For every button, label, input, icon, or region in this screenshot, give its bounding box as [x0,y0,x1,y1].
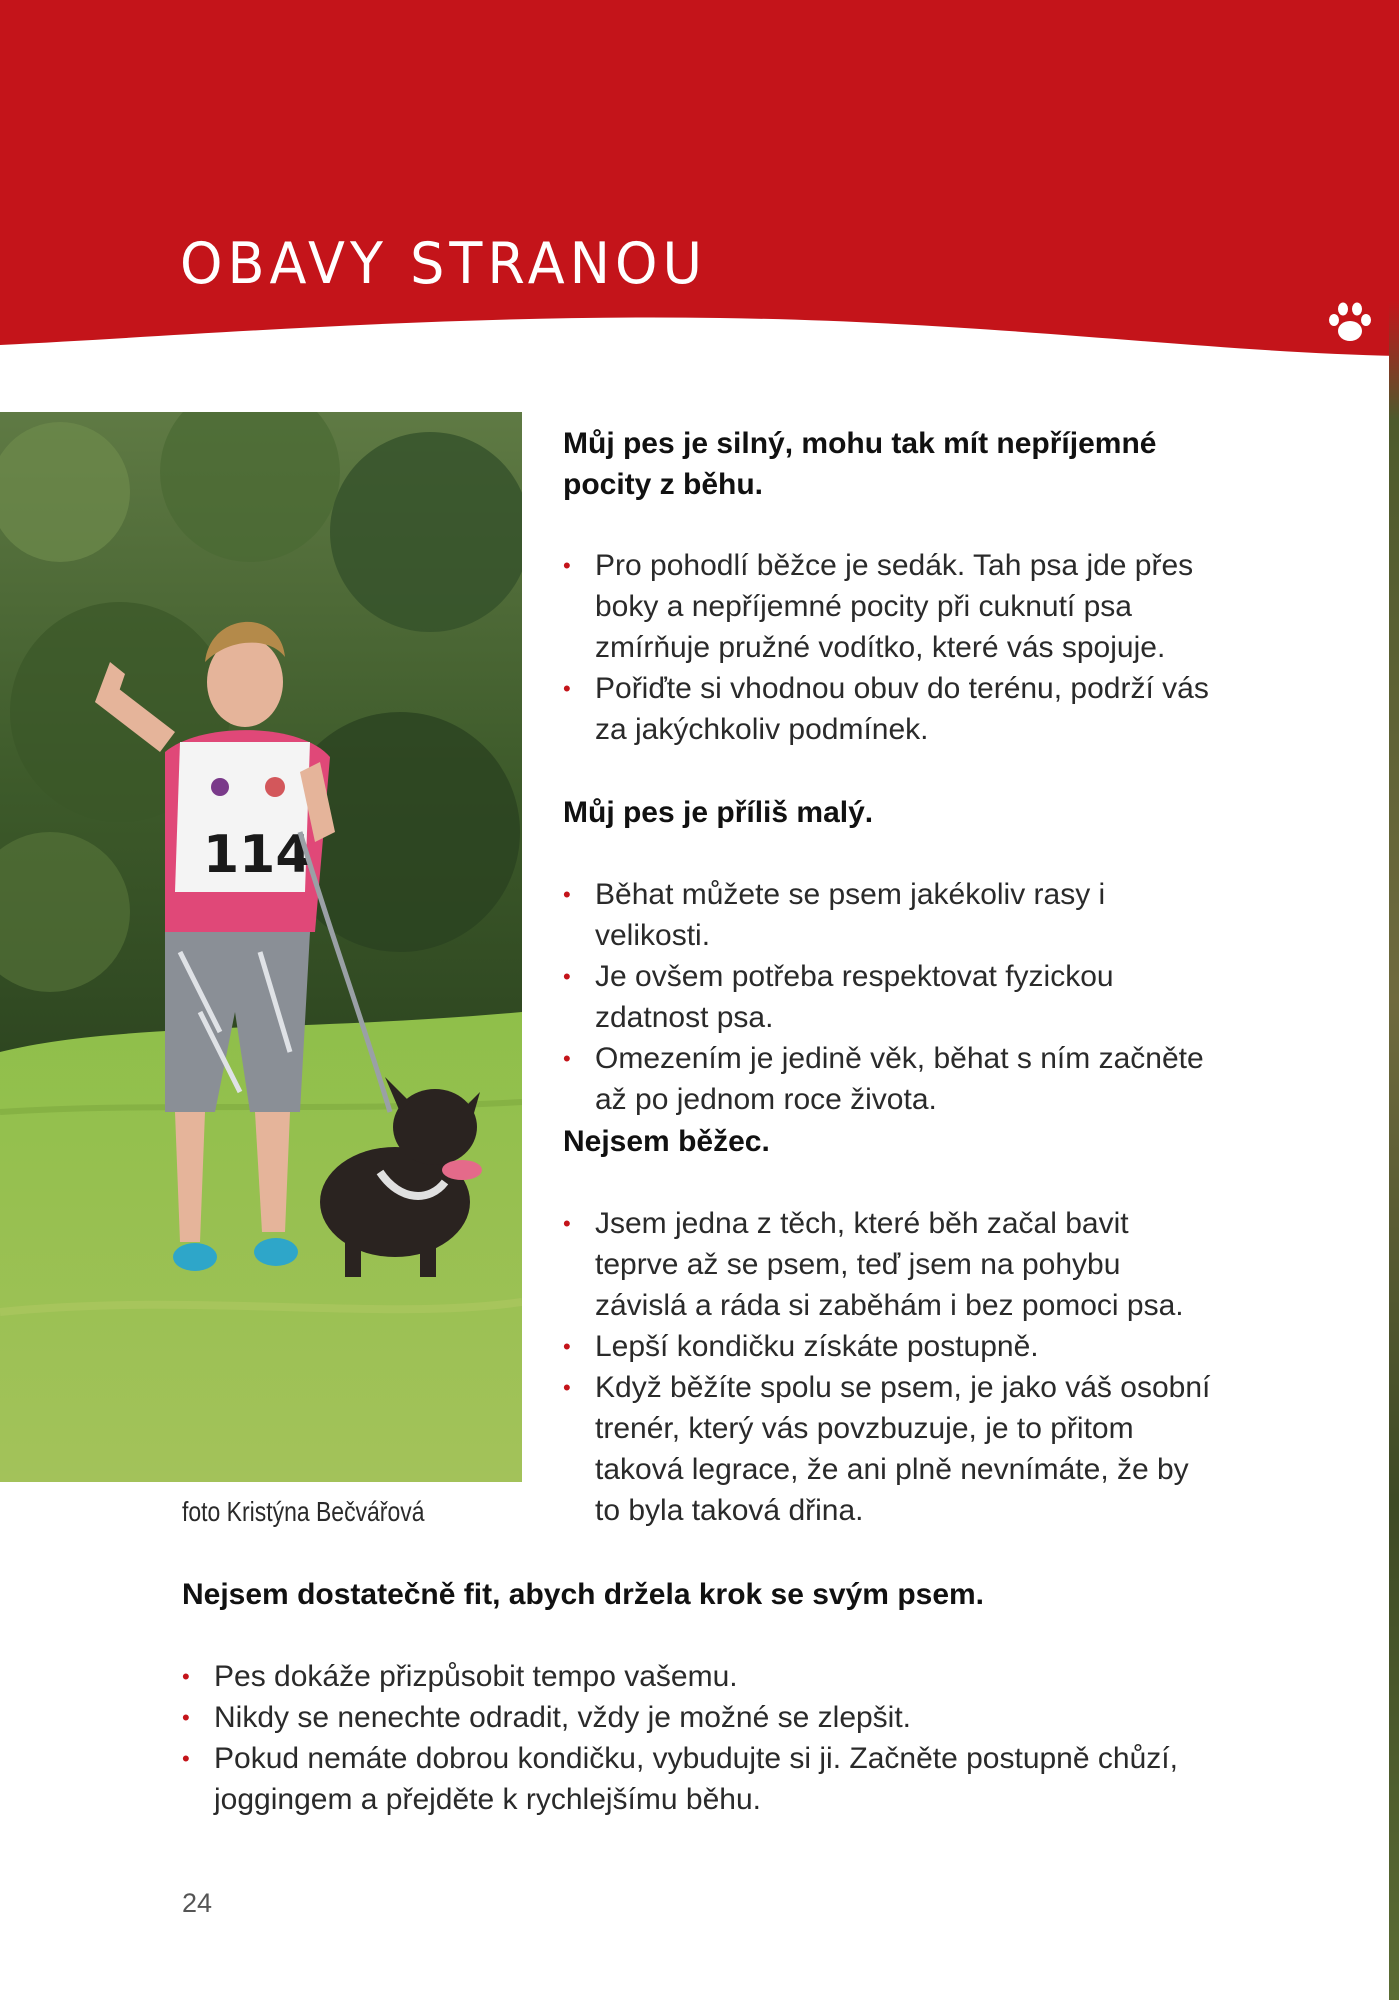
list-item: • Lepší kondičku získáte postupně. [563,1326,1213,1367]
photo-credit: foto Kristýna Bečvářová [182,1496,425,1527]
bullet-list [182,1656,1222,1820]
section-not-fit-list [182,1656,1222,1820]
runner-with-dog-photo [0,412,522,1482]
bullet-list [563,545,1213,750]
section-strong-dog [563,423,1213,505]
page-title: OBAVY STRANOU [180,230,708,297]
list-item: • Nikdy se nenechte odradit, vždy je možné se zlepšit. [182,1697,1222,1738]
list-item: • Pes dokáže přizpůsobit tempo vašemu. [182,1656,1222,1697]
section-question: Můj pes je silný, mohu tak mít nepříjemné pocity z běhu. [563,427,1157,501]
page-edge-strip [1389,0,1399,2000]
header-band [0,0,1399,360]
list-item: • Pro pohodlí běžce je sedák. Tah psa jde přes boky a nepříjemné pocity při cuknutí psa zmírňuje pružné vodítko, které vás spojuje. [563,545,1213,668]
bullet-list [563,874,1213,1120]
list-item: • Když běžíte spolu se psem, je jako váš osobní trenér, který vás povzbuzuje, je to přitom taková legrace, že ani plně nevnímáte, že by to byla taková dřina. [563,1367,1213,1531]
section-small-dog [563,792,1213,833]
bib-number: 114 [203,825,312,885]
list-item: • Jsem jedna z těch, které běh začal bavit teprve až se psem, teď jsem na pohybu závislá a ráda si zaběhám i bez pomoci psa. [563,1203,1213,1326]
section-not-fit [182,1574,1222,1615]
list-item: • Běhat můžete se psem jakékoliv rasy i velikosti. [563,874,1213,956]
list-item: • Pokud nemáte dobrou kondičku, vybudujte si ji. Začněte postupně chůzí, joggingem a přejděte k rychlejšímu běhu. [182,1738,1222,1820]
page-number: 24 [182,1888,213,1918]
section-not-runner [563,1121,1213,1162]
list-item: • Omezením je jedině věk, běhat s ním začněte až po jednom roce života. [563,1038,1213,1120]
section-question: Nejsem dostatečně fit, abych držela krok se svým psem. [182,1578,985,1611]
section-strong-dog-list [563,545,1213,750]
section-question: Nejsem běžec. [563,1125,770,1158]
bullet-list [563,1203,1213,1531]
section-question: Můj pes je příliš malý. [563,796,874,829]
list-item: • Je ovšem potřeba respektovat fyzickou zdatnost psa. [563,956,1213,1038]
paw-icon [1326,300,1374,346]
list-item: • Pořiďte si vhodnou obuv do terénu, podrží vás za jakýchkoliv podmínek. [563,668,1213,750]
section-not-runner-list [563,1203,1213,1531]
section-small-dog-list [563,874,1213,1120]
